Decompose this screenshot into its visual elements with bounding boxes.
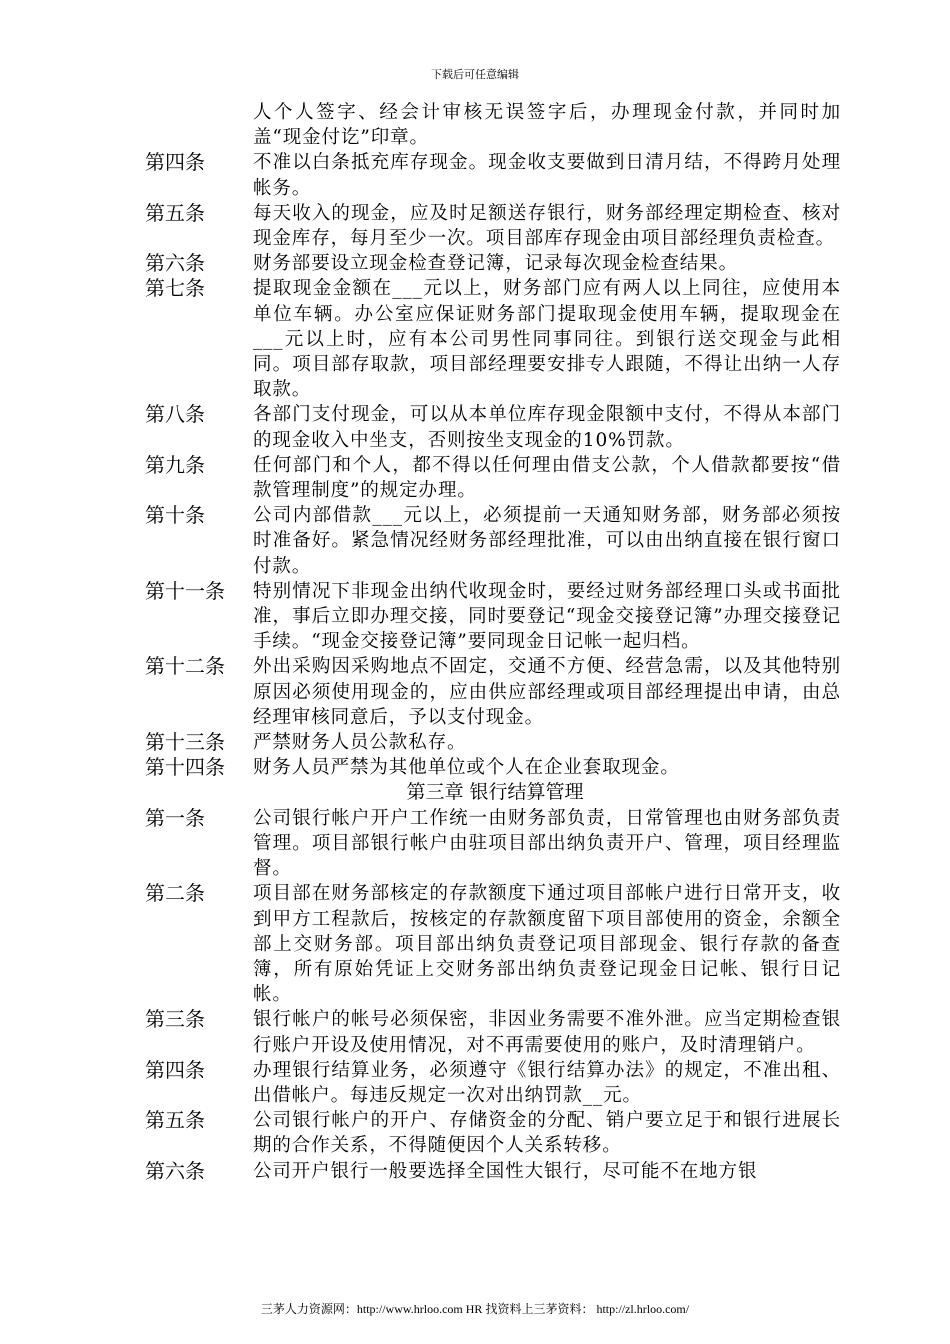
- article-number: 第十三条: [145, 730, 225, 755]
- article-text: 财务人员严禁为其他单位或个人在企业套取现金。: [253, 757, 680, 779]
- article-number: 第八条: [145, 402, 205, 427]
- article-text: 特别情况下非现金出纳代收现金时，要经过财务部经理口头或书面批准，事后立即办理交接，同时要登记“现金交接登记簿”办理交接登记手续。“现金交接登记簿”要同现金日记帐一起归档。: [253, 580, 841, 653]
- article-text: 严禁财务人员公款私存。: [253, 732, 467, 754]
- article-text: 各部门支付现金，可以从本单位库存现金限额中支付，不得从本部门的现金收入中坐支，否则按坐支现金的10%罚款。: [253, 404, 841, 451]
- article-number: 第四条: [145, 150, 205, 175]
- article: [145, 251, 845, 276]
- article-text: 外出采购因采购地点不固定，交通不方便、经营急需，以及其他特别原因必须使用现金的，应由供应部经理或项目部经理提出申请，由总经理审核同意后，予以支付现金。: [253, 656, 841, 728]
- document-body: [145, 100, 845, 1184]
- article-text: 提取现金金额在___元以上，财务部门应有两人以上同往，应使用本单位车辆。办公室应保证财务部门提取现金使用车辆，提取现金在___元以上时，应有本公司男性同事同往。到银行送交现金与此相同。项目部存取款，项目部经理要安排专人跟随，不得让出纳一人存取款。: [253, 278, 841, 401]
- article: [145, 1108, 845, 1158]
- article-number: 第三条: [145, 1007, 205, 1032]
- article-text: 项目部在财务部核定的存款额度下通过项目部帐户进行日常开支，收到甲方工程款后，按核定的存款额度留下项目部使用的资金，余额全部上交财务部。项目部出纳负责登记项目部现金、银行存款的备查簿，所有原始凭证上交财务部出纳负责登记现金日记帐、银行日记帐。: [253, 883, 841, 1006]
- article-number: 第十一条: [145, 578, 225, 603]
- article: [145, 201, 845, 251]
- article-text: 任何部门和个人，都不得以任何理由借支公款，个人借款都要按“借款管理制度”的规定办理。: [253, 454, 841, 502]
- article: [145, 276, 845, 402]
- article-number: 第四条: [145, 1057, 205, 1082]
- article-number: 第五条: [145, 1108, 205, 1133]
- articles-section-cash: [145, 150, 845, 780]
- article-number: 第六条: [145, 251, 205, 276]
- article-text: 公司银行帐户的开户、存储资金的分配、销户要立足于和银行进展长期的合作关系，不得随便因个人关系转移。: [253, 1110, 841, 1157]
- article-number: 第十四条: [145, 755, 225, 780]
- page-footer: 三茅人力资源网：http://www.hrloo.com HR 找资料上三茅资料： http://zl.hrloo.com/: [260, 1302, 690, 1316]
- article: [145, 1007, 845, 1057]
- article: [145, 453, 845, 503]
- article: [145, 503, 845, 579]
- article: [145, 654, 845, 730]
- chapter-title: 第三章 银行结算管理: [406, 781, 584, 804]
- article: [145, 881, 845, 1007]
- article-text: 每天收入的现金，应及时足额送存银行，财务部经理定期检查、核对现金库存，每月至少一次。项目部库存现金由项目部经理负责检查。: [253, 202, 841, 250]
- article-number: 第五条: [145, 200, 205, 225]
- article: [145, 579, 845, 655]
- article-text: 公司内部借款___元以上，必须提前一天通知财务部，财务部必须按时准备好。紧急情况经财务部经理批准，可以由出纳直接在银行窗口付款。: [253, 505, 841, 577]
- article-number: 第七条: [145, 276, 205, 301]
- article-number: 第十二条: [145, 654, 225, 679]
- article-text: 不准以白条抵充库存现金。现金收支要做到日清月结，不得跨月处理帐务。: [253, 152, 841, 199]
- article: [145, 806, 845, 882]
- continued-paragraph: 人个人签字、经会计审核无误签字后，办理现金付款，并同时加盖“现金付讫”印章。: [253, 102, 841, 149]
- article-number: 第九条: [145, 452, 205, 477]
- article: [145, 150, 845, 200]
- article: [145, 1159, 845, 1184]
- article-number: 第十条: [145, 503, 205, 528]
- article-text: 公司开户银行一般要选择全国性大银行，尽可能不在地方银: [253, 1160, 758, 1182]
- article-number: 第二条: [145, 881, 205, 906]
- article-text: 银行帐户的帐号必须保密，非因业务需要不准外泄。应当定期检查银行账户开设及使用情况，对不再需要使用的账户，及时清理销户。: [253, 1009, 841, 1056]
- page-header: 下载后可任意编辑: [431, 68, 519, 81]
- article-number: 第六条: [145, 1158, 205, 1183]
- article-number: 第一条: [145, 805, 205, 830]
- article: [145, 755, 845, 780]
- article-text: 办理银行结算业务，必须遵守《银行结算办法》的规定，不准出租、出借帐户。每违反规定一次对出纳罚款__元。: [253, 1059, 841, 1106]
- article-text: 财务部要设立现金检查登记簿，记录每次现金检查结果。: [253, 253, 739, 275]
- article: [145, 730, 845, 755]
- article-text: 公司银行帐户开户工作统一由财务部负责，日常管理也由财务部负责管理。项目部银行帐户由驻项目部出纳负责开户、管理，项目经理监督。: [253, 807, 841, 880]
- article: [145, 402, 845, 452]
- article: [145, 1058, 845, 1108]
- articles-section-bank: [145, 806, 845, 1184]
